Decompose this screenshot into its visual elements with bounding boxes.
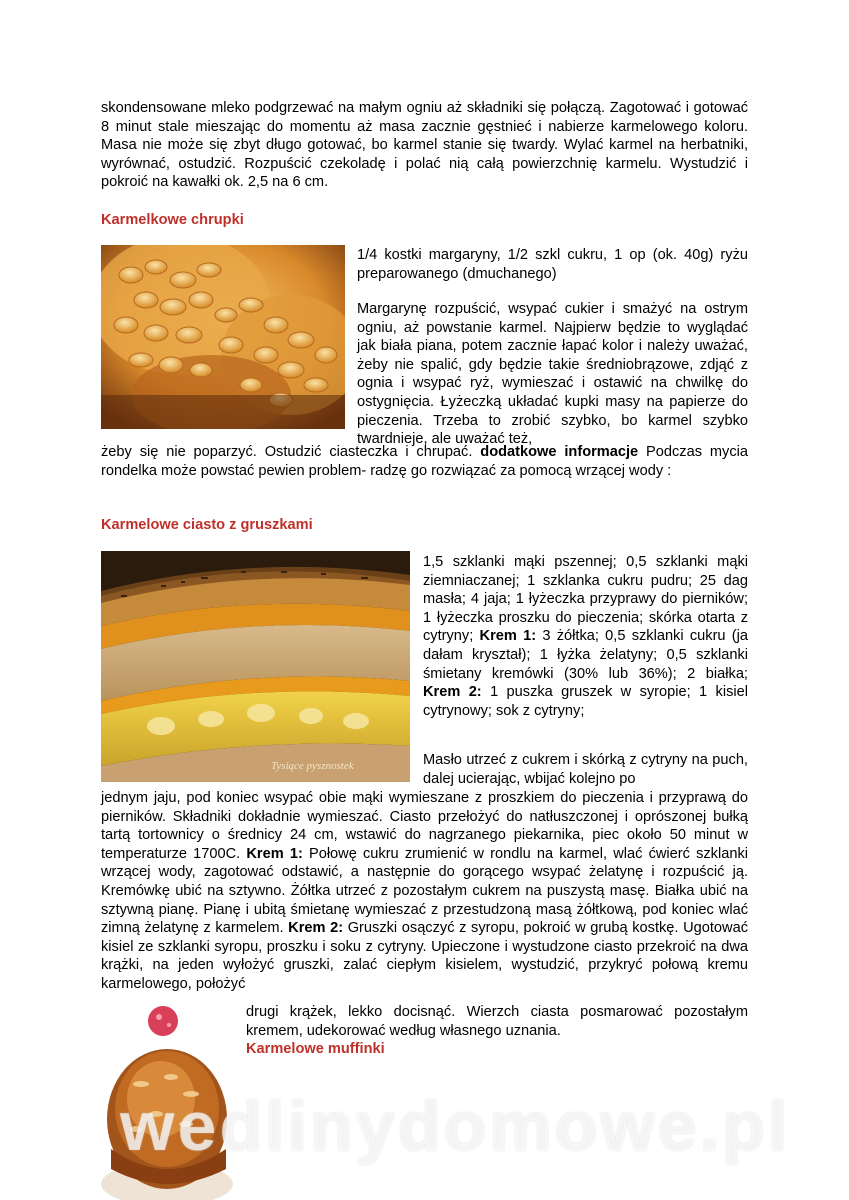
chrupki-method-full: [101, 443, 748, 480]
ciasto-method-a: jednym jaju, pod koniec wsypać obie mąki wymieszane z proszkiem do pieczenia i przyprawą do pierników. Składniki dokładnie wymieszać. Ciasto przełożyć do natłuszczonej i oprószonej bułką tartą tortownicy o średnicy 24 cm, wstawić do nagrzanego piekarnika, piec około 50 minut w temperaturze 1700C.: [101, 790, 748, 862]
chrupki-method-b: Podczas mycia rondelka może powstać pewien problem- radzę go rozwiązać za pomocą wrzącej wody :: [101, 444, 748, 479]
photo-watermark-caption: Tysiące pysznostek: [271, 760, 354, 772]
krem2-label-method: Krem 2:: [288, 920, 344, 937]
krem1-label: Krem 1:: [479, 628, 537, 645]
ciasto-method-c: Gruszki osączyć z syropu, pokroić w grubą kostkę. Ugotować kisiel ze szklanki syropu, proszku i soku z cytryny. Upieczone i wystudzone ciasto przekroić na dwa krążki, na jeden wyłożyć gruszki, zalać ciepłym kisielem, wystudzić, przykryć połową kremu karmelowego, położyć: [101, 920, 748, 992]
ciasto-method-end: drugi krążek, lekko docisnąć. Wierzch ciasta posmarować pozostałym kremem, udekorować według własnego uznania.: [246, 1004, 748, 1039]
krem1-label-method: Krem 1:: [246, 845, 303, 862]
ciasto-method-full: [101, 789, 748, 994]
ciasto-ingredients: [423, 553, 748, 720]
krem2-label: Krem 2:: [423, 684, 482, 701]
ciasto-ingredients-3: 1 puszka gruszek w syropie; 1 kisiel cytrynowy; sok z cytryny;: [423, 684, 748, 719]
ciasto-ingredients-2: 3 żółtka; 0,5 szklanki cukru (ja dałam kryształ); 1 łyżka żelatyny; 0,5 szklanki śmietany kremówki (30% lub 36%); 2 białka;: [423, 628, 749, 682]
pear-cake-photo: [101, 551, 410, 782]
ciasto-ingredients-1: 1,5 szklanki mąki pszennej; 0,5 szklanki mąki ziemniaczanej; 1 szklanka cukru pudru; 25 dag masła; 4 jaja; 1 łyżeczka przyprawy do pierników; 1 łyżeczka proszku do pieczenia; skórka otarta z cytryny;: [423, 554, 748, 645]
recipe-title-ciasto: Karmelowe ciasto z gruszkami: [101, 517, 313, 533]
chrupki-ingredients: 1/4 kostki margaryny, 1/2 szkl cukru, 1 op (ok. 40g) ryżu preparowanego (dmuchanego): [357, 247, 748, 282]
ciasto-method-beside: Masło utrzeć z cukrem i skórką z cytryny na puch, dalej ucierając, wbijać kolejno po: [423, 752, 748, 787]
additional-info-label: dodatkowe informacje: [480, 444, 639, 460]
intro-paragraph: skondensowane mleko podgrzewać na małym ogniu aż składniki się połączą. Zagotować i gotować 8 minut stale mieszając do momentu aż masa zacznie gęstnieć i nabierze karmelowego koloru. Masa nie może się zbyt długo gotować, bo karmel stanie się twardy. Wylać karmel na herbatniki, wyrównać, ostudzić. Rozpuścić czekoladę i polać nią całą powierzchnię karmelu. Wystudzić i pokroić na kawałki ok. 2,5 na 6 cm.: [101, 100, 748, 191]
caramel-crisps-photo: [101, 245, 345, 429]
chrupki-method-a: żeby się nie poparzyć. Ostudzić ciasteczka i chrupać.: [101, 444, 473, 460]
recipe-title-muffinki: Karmelowe muffinki: [246, 1041, 385, 1057]
ciasto-method-b: Połowę cukru zrumienić w rondlu na karmel, wlać ćwierć szklanki wrzącej wody, zagotować odstawić, a następnie do gorącego wsypać żelatynę i rozpuścić ją. Kremówkę ubić na sztywno. Żółtka utrzeć z pozostałym cukrem na puszystą masę. Białka ubić na sztywną pianę. Pianę i ubitą śmietanę wymieszać z przestudzoną masą żółtkową, pod koniec wlać zimną żelatynę z karmelem.: [101, 845, 748, 937]
recipe-title-chrupki: Karmelkowe chrupki: [101, 212, 244, 228]
site-watermark: wedlinydomowe.pl: [120, 1087, 791, 1165]
chrupki-method-beside: Margarynę rozpuścić, wsypać cukier i smażyć na ostrym ogniu, aż powstanie karmel. Najpierw będzie to wyglądać jak biała piana, potem zacznie łapać kolor i należy uważać, żeby nie spalić, gdy będzie takie średniobrązowe, zdjąć z ognia i wsypać ryż, wymieszać i ostawić na chwilkę do ostygnięcia. Łyżeczką układać kupki masy na papierze do pieczenia. Trzeba to zrobić szybko, bo karmel szybko twardnieje, ale uważać też,: [357, 301, 748, 448]
